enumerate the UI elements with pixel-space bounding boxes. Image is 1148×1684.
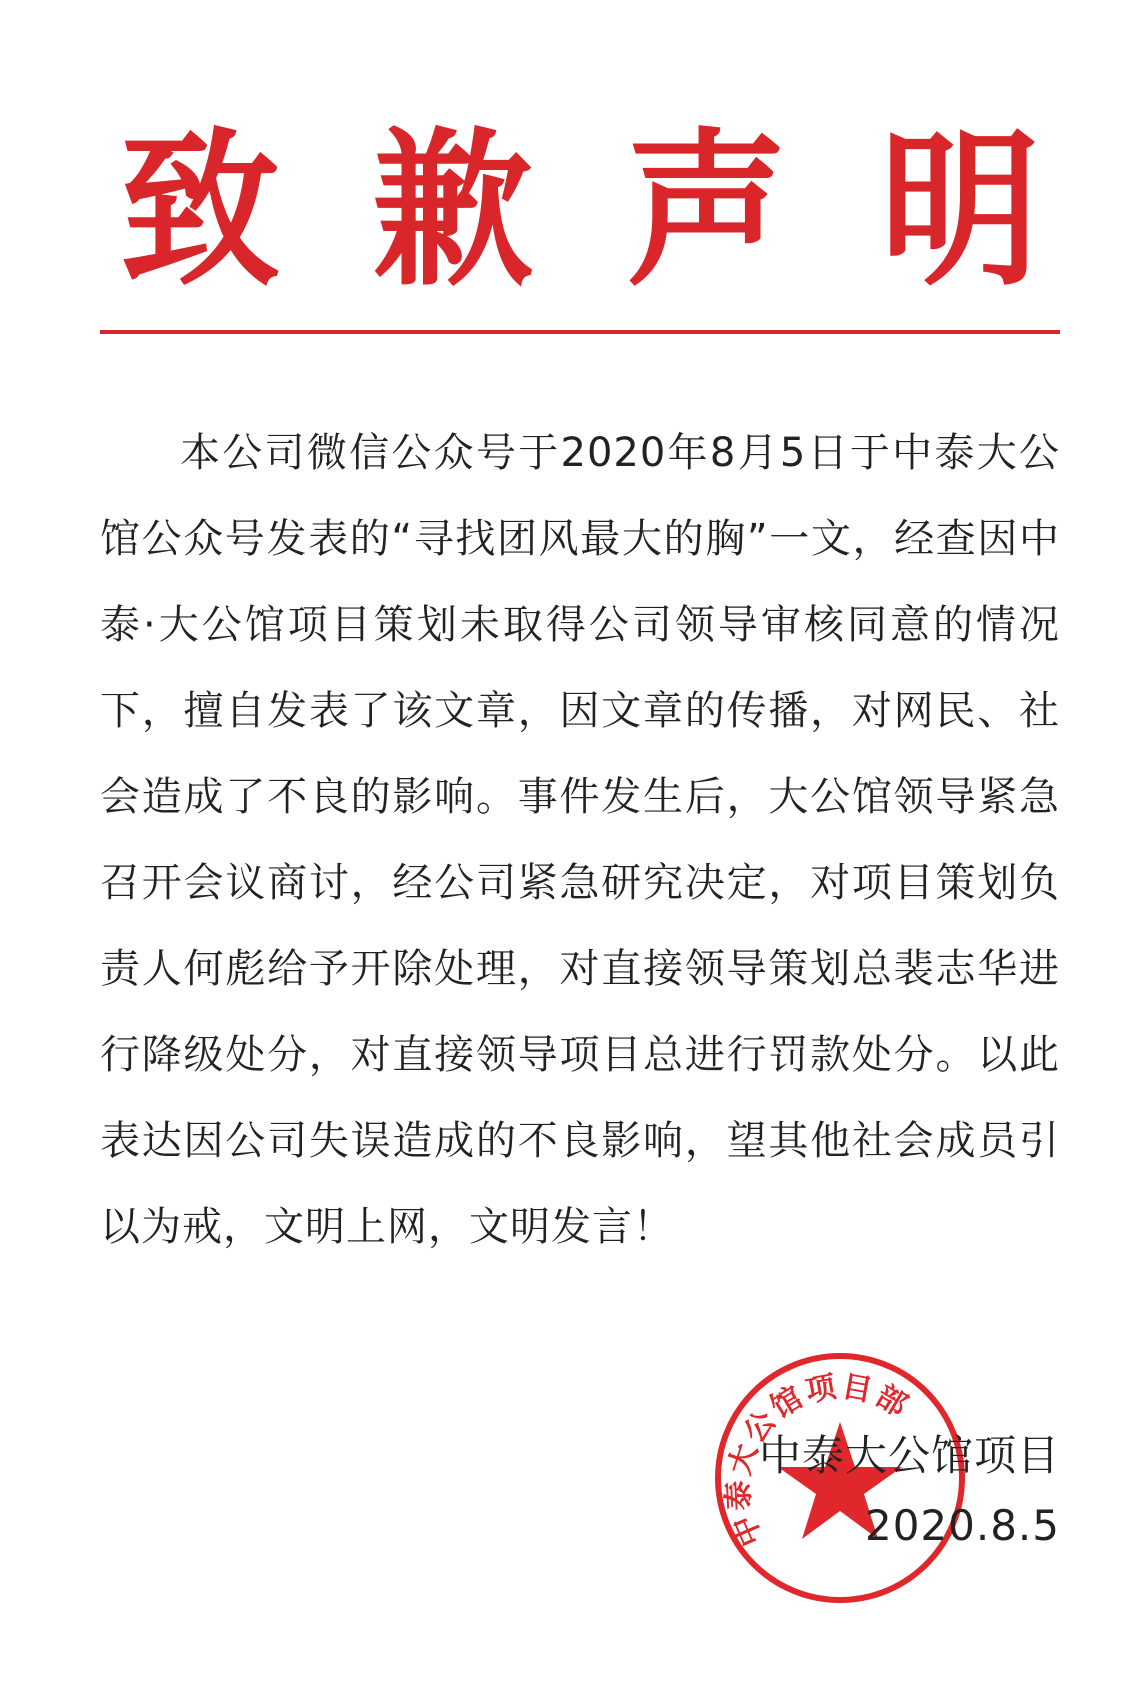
document-title: [100, 111, 1060, 309]
title-divider: [100, 330, 1060, 334]
signature-date: 2020.8.5: [864, 1501, 1060, 1550]
title-char: 声: [626, 111, 787, 309]
signature-org: 中泰大公馆项目: [758, 1431, 1060, 1480]
title-char: 致: [119, 111, 280, 309]
title-char: 明: [879, 111, 1040, 309]
seal-text: 中泰大公馆项目部: [720, 1369, 916, 1552]
body-paragraph: 本公司微信公众号于2020年8月5日于中泰大公馆公众号发表的“寻找团风最大的胸”一文，经查因中泰·大公馆项目策划未取得公司领导审核同意的情况下，擅自发表了该文章，因文章的传播，对网民、社会造成了不良的影响。事件发生后，大公馆领导紧急召开会议商讨，经公司紧急研究决定，对项目策划负责人何彪给予开除处理，对直接领导策划总裴志华进行降级处分，对直接领导项目总进行罚款处分。以此表达因公司失误造成的不良影响，望其他社会成员引以为戒，文明上网，文明发言！: [100, 430, 1060, 1250]
title-char: 歉: [373, 111, 534, 309]
